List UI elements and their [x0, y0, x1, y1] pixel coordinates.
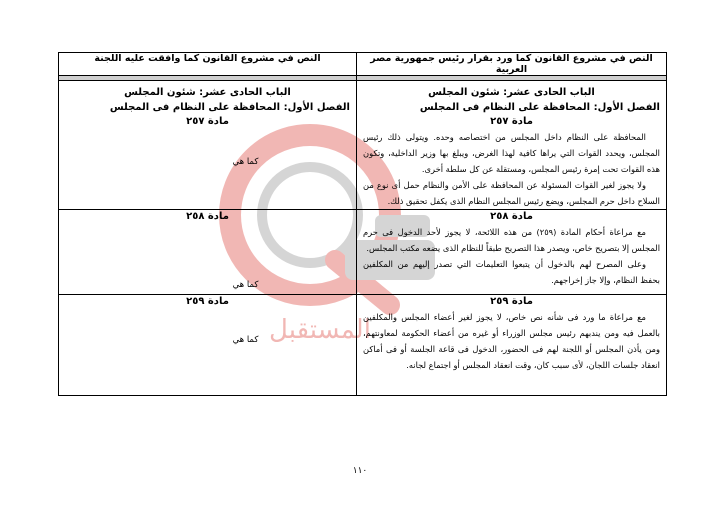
committee-cell-259	[59, 295, 357, 396]
committee-text: كما هي	[232, 280, 259, 290]
table-row-article-258	[59, 210, 667, 295]
table-row-article-257	[59, 81, 667, 210]
article-title: مادة ٢٥٨	[490, 211, 533, 222]
article-title: مادة ٢٥٧	[490, 116, 533, 127]
part-title: الباب الحادى عشر: شئون المجلس	[428, 87, 595, 98]
article-paragraph: ولا يجوز لغير القوات المسئولة عن المحافظة على الأمن والنظام حمل أى نوع من السلاح داخل حرم المجلس، ويضع رئيس المجلس النظام الذى يكفل تحقيق ذلك.	[363, 180, 660, 206]
watermark-text: المستقبل	[269, 315, 371, 345]
page-number: ١١٠	[352, 466, 368, 476]
article-title: مادة ٢٥٩	[186, 296, 229, 307]
article-paragraph: مع مراعاة أحكام المادة (٢٥٩) من هذه اللائحة، لا يجوز لأحد الدخول فى حرم المجلس إلا بتصريح خاص، ويصدر هذا التصريح طبقاً للنظام الذى يضعه مكتب المجلس.	[363, 227, 660, 253]
chapter-title: الفصل الأول: المحافظة على النظام فى المجلس	[419, 102, 660, 113]
header-government-text: النص في مشروع القانون كما ورد بقرار رئيس جمهورية مصر العربية	[357, 53, 667, 76]
header-committee-text: النص في مشروع القانون كما وافقت عليه اللجنة	[59, 53, 357, 76]
header-row	[59, 53, 667, 76]
article-title: مادة ٢٥٨	[186, 211, 229, 222]
government-cell-259	[357, 295, 667, 396]
article-title: مادة ٢٥٧	[186, 116, 229, 127]
government-cell-258	[357, 210, 667, 295]
committee-text: كما هي	[232, 335, 259, 345]
article-paragraph: المحافظة على النظام داخل المجلس من اختصاصه وحده. ويتولى ذلك رئيس المجلس، ويحدد القوات التي يراها كافية لهذا الغرض، ويبلغ بها وزير الداخلية، وتكون هذه القوات تحت إمرة رئيس المجلس، ومستقلة عن كل سلطة أخرى.	[363, 132, 660, 174]
table-row-article-259	[59, 295, 667, 396]
comparison-table	[58, 52, 667, 396]
committee-text: كما هي	[232, 157, 259, 167]
committee-cell-258	[59, 210, 357, 295]
chapter-title: الفصل الأول: المحافظة على النظام فى المجلس	[109, 102, 350, 113]
article-paragraph: وعلى المصرح لهم بالدخول أن يتبعوا التعليمات التي تصدر إليهم من المكلفين بحفظ النظام، وإلا جاز إخراجهم.	[363, 259, 660, 285]
committee-cell-257	[59, 81, 357, 210]
part-title: الباب الحادى عشر: شئون المجلس	[124, 87, 291, 98]
government-cell-257	[357, 81, 667, 210]
article-paragraph: مع مراعاة ما ورد فى شأنه نص خاص، لا يجوز لغير أعضاء المجلس والمكلفين بالعمل فيه ومن يندبهم رئيس مجلس الوزراء أو غيره من أعضاء الحكومة لمعاونتهم، ومن يأذن المجلس أو اللجنة لهم فى الحضور، الدخول فى قاعة الجلسة أو فى أماكن انعقاد جلسات اللجان، لأى سبب كان، وقت انعقاد المجلس أو اجتماع لجانه.	[363, 312, 660, 370]
article-title: مادة ٢٥٩	[490, 296, 533, 307]
